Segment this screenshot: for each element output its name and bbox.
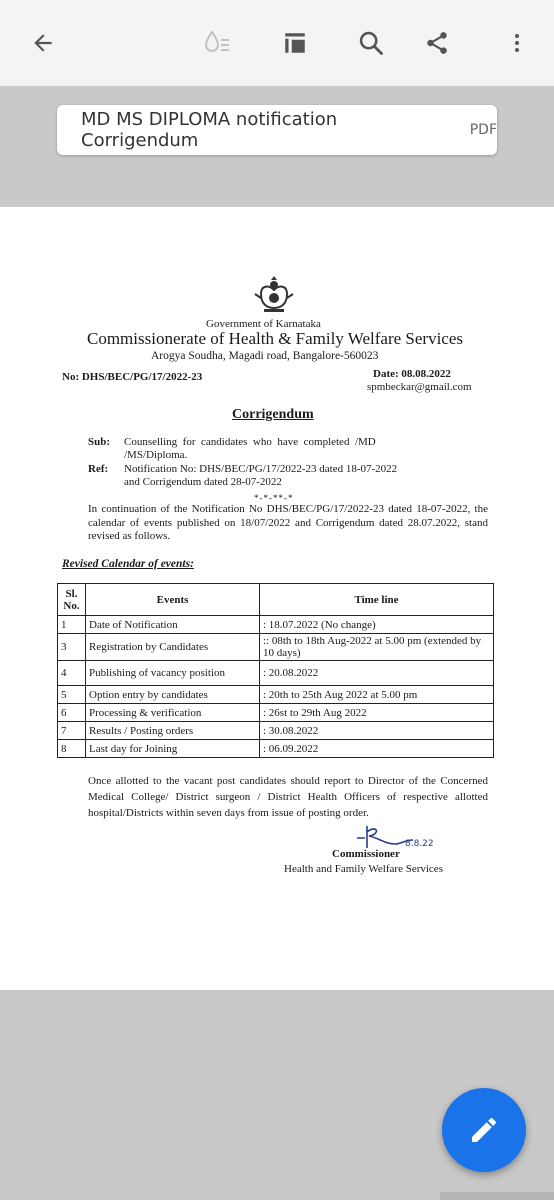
search-icon: [357, 29, 385, 57]
outline-button[interactable]: [274, 22, 316, 64]
intro-paragraph: In continuation of the Notification No DHS/BEC/PG/17/2022-23 dated 18-07-2022, the calendar of events published on 18/07/2022 and Corrigendum dated 28.07.2022, stand revised as follows.: [88, 503, 488, 542]
office-address: Arogya Soudha, Magadi road, Bangalore-560023: [151, 350, 379, 362]
row-timeline: : 26st to 29th Aug 2022: [260, 704, 494, 722]
row-event: Publishing of vacancy position: [86, 661, 260, 686]
row-no: 6: [58, 704, 86, 722]
outline-icon: [282, 30, 308, 56]
row-no: 7: [58, 722, 86, 740]
emblem-icon: [251, 274, 297, 314]
row-no: 1: [58, 616, 86, 634]
events-table: [57, 583, 494, 758]
table-row: [58, 704, 494, 722]
edit-fab-button[interactable]: [442, 1088, 526, 1172]
row-timeline: : 20th to 25th Aug 2022 at 5.00 pm: [260, 686, 494, 704]
row-event: Last day for Joining: [86, 740, 260, 758]
document-type: PDF: [469, 122, 497, 138]
office-email: spmbeckar@gmail.com: [367, 381, 472, 393]
row-no: 3: [58, 634, 86, 661]
row-no: 5: [58, 686, 86, 704]
document-number: No: DHS/BEC/PG/17/2022-23: [62, 371, 203, 383]
row-no: 4: [58, 661, 86, 686]
share-icon: [424, 30, 450, 56]
row-no: 8: [58, 740, 86, 758]
app-toolbar: [0, 0, 554, 86]
table-row: [58, 616, 494, 634]
row-event: Option entry by candidates: [86, 686, 260, 704]
share-button[interactable]: [416, 22, 458, 64]
document-date: Date: 08.08.2022: [373, 368, 451, 380]
row-timeline: : 20.08.2022: [260, 661, 494, 686]
search-button[interactable]: [350, 22, 392, 64]
col-header-timeline: Time line: [260, 584, 494, 616]
table-row: [58, 740, 494, 758]
row-event: Results / Posting orders: [86, 722, 260, 740]
row-timeline: :: 08th to 18th Aug-2022 at 5.00 pm (extended by 10 days): [260, 634, 494, 661]
liquid-mode-button[interactable]: [196, 22, 238, 64]
closing-paragraph: Once allotted to the vacant post candidates should report to Director of the Concerned Medical College/ District surgeon / District Health Officers of respective allotted hospital/Districts within seven days from issue of posting order.: [88, 775, 488, 819]
document-title-card[interactable]: [57, 105, 497, 155]
back-button[interactable]: [22, 22, 64, 64]
reference-line-2: and Corrigendum dated 28-07-2022: [124, 476, 282, 488]
government-name: Government of Karnataka: [206, 318, 321, 330]
separator: *-*-**-*: [254, 493, 294, 503]
signatory-department: Health and Family Welfare Services: [284, 863, 443, 875]
pdf-page[interactable]: [0, 207, 554, 990]
document-name: MD MS DIPLOMA notification Corrigendum: [81, 109, 338, 151]
calendar-heading: Revised Calendar of events:: [62, 558, 194, 570]
arrow-left-icon: [30, 30, 56, 56]
bottom-strip: [440, 1192, 554, 1200]
col-header-no: Sl. No.: [58, 584, 86, 616]
table-header-row: [58, 584, 494, 616]
reference-label: Ref:: [88, 463, 109, 475]
row-timeline: : 06.09.2022: [260, 740, 494, 758]
more-options-button[interactable]: [496, 22, 538, 64]
table-row: [58, 722, 494, 740]
table-row: [58, 634, 494, 661]
subject-label: Sub:: [88, 436, 111, 448]
reference-line-1: Notification No: DHS/BEC/PG/17/2022-23 dated 18-07-2022: [124, 463, 398, 475]
signature-date: 8.8.22: [405, 839, 434, 849]
row-event: Processing & verification: [86, 704, 260, 722]
col-header-events: Events: [86, 584, 260, 616]
subject-line-1: Counselling for candidates who have completed /MD: [124, 436, 376, 448]
row-timeline: : 18.07.2022 (No change): [260, 616, 494, 634]
document-heading: Corrigendum: [232, 407, 314, 422]
office-name: Commissionerate of Health & Family Welfare Services: [87, 329, 464, 348]
row-event: Registration by Candidates: [86, 634, 260, 661]
pencil-edit-icon: [468, 1114, 500, 1146]
subject-line-2: /MS/Diploma.: [124, 449, 188, 461]
table-row: [58, 686, 494, 704]
signatory-title: Commissioner: [332, 848, 400, 860]
table-row: [58, 661, 494, 686]
row-event: Date of Notification: [86, 616, 260, 634]
row-timeline: : 30.08.2022: [260, 722, 494, 740]
liquid-mode-icon: [202, 28, 232, 58]
more-vertical-icon: [505, 31, 529, 55]
